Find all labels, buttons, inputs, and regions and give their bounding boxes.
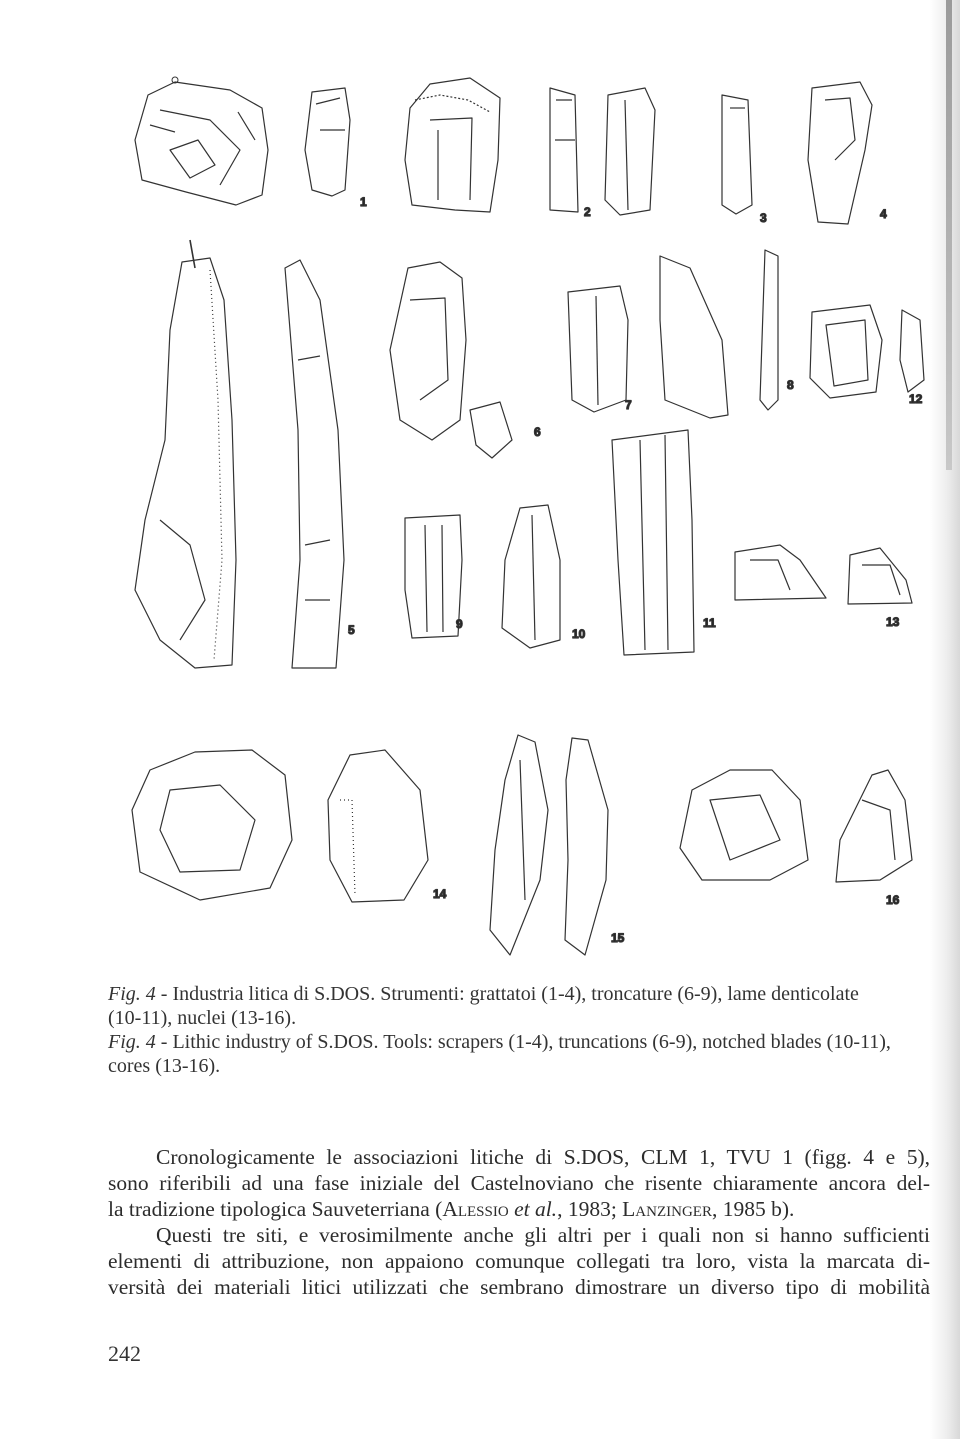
caption-label: Fig. 4 — [108, 1031, 156, 1053]
figure-label-11: 11 — [703, 616, 716, 630]
artifact-15b — [565, 738, 608, 955]
author-name: Lanzinger — [622, 1197, 712, 1221]
figure-label-15: 15 — [611, 931, 625, 945]
artifact-13a — [735, 545, 826, 600]
figure-label-4: 4 — [880, 207, 887, 221]
figure-label-6: 6 — [534, 425, 541, 439]
artifact-8b — [810, 305, 882, 398]
artifact-16b — [836, 770, 912, 882]
figure-label-2: 2 — [584, 205, 591, 219]
artifact-7b — [660, 256, 728, 418]
caption-italian — [108, 982, 930, 1030]
artifact-8 — [760, 250, 778, 410]
figure-label-10: 10 — [572, 627, 586, 641]
caption-italian-line1 — [108, 982, 930, 1006]
figure-label-16: 16 — [886, 893, 900, 907]
caption-english-line2: cores (13-16). — [108, 1055, 221, 1077]
page-number: 242 — [108, 1341, 141, 1366]
artifact-3 — [722, 95, 752, 214]
body-line: Cronologicamente le associazioni litiche di S.DOS, CLM 1, TVU 1 (figg. 4 e 5), — [156, 1145, 930, 1169]
artifact-2c — [605, 88, 655, 215]
figure-label-9: 9 — [456, 617, 463, 631]
figure-label-3: 3 — [760, 211, 767, 225]
artifact-2 — [405, 78, 500, 212]
artifact-12 — [900, 310, 924, 392]
artifact-7 — [568, 286, 628, 412]
artifact-2b — [550, 88, 578, 212]
artifact-9 — [405, 515, 462, 638]
body-line: elementi di attribuzione, non appaiono comunque collegati tra loro, vista la marcata di- — [108, 1249, 930, 1273]
body-text-span: , 1983; — [557, 1197, 623, 1221]
figure-label-1: 1 — [360, 195, 367, 209]
body-line: sono riferibili ad una fase iniziale del Castelnoviano che risente chiaramente ancora del- — [108, 1171, 930, 1195]
artifact-big-blade — [135, 240, 236, 668]
artifact-10 — [502, 505, 560, 648]
caption-text: - Industria litica di S.DOS. Strumenti: grattatoi (1-4), troncature (6-9), lame denticolate — [155, 983, 859, 1005]
artifact-1b — [305, 88, 350, 196]
artifact-14a — [132, 750, 292, 900]
caption-text: - Lithic industry of S.DOS. Tools: scrapers (1-4), truncations (6-9), notched blades (10-11), — [155, 1031, 891, 1053]
body-paragraph-1 — [108, 1144, 930, 1222]
artifact-5 — [285, 260, 344, 668]
figure-label-14: 14 — [433, 887, 447, 901]
body-paragraph-2 — [108, 1222, 930, 1300]
artifact-15a — [490, 735, 548, 955]
caption-english-line1 — [108, 1030, 930, 1054]
artifact-16a — [680, 770, 808, 880]
body-line: Questi tre siti, e verosimilmente anche gli altri per i quali non si hanno sufficienti — [156, 1223, 930, 1247]
et-al: et al. — [514, 1197, 558, 1221]
body-line-citation — [108, 1196, 930, 1222]
artifact-1 — [135, 82, 268, 205]
body-line: versità dei materiali litici utilizzati che sembrano dimostrare un diverso tipo di mobilità — [108, 1275, 930, 1299]
artifact-13b — [848, 548, 912, 604]
artifact-14b — [328, 750, 428, 902]
caption-italian-line2: (10-11), nuclei (13-16). — [108, 1007, 297, 1029]
figure-label-12: 12 — [909, 392, 923, 406]
body-text-span: , 1985 b). — [711, 1197, 795, 1221]
figure-label-5: 5 — [348, 623, 355, 637]
artifact-6a — [390, 262, 466, 440]
figure-label-13: 13 — [886, 615, 900, 629]
caption-english — [108, 1030, 930, 1078]
author-name: Alessio — [442, 1197, 509, 1221]
figure-label-8: 8 — [787, 378, 794, 392]
artifact-3b — [808, 82, 872, 224]
artifact-11 — [612, 430, 694, 655]
figure-label-7: 7 — [625, 398, 632, 412]
caption-label: Fig. 4 — [108, 983, 156, 1005]
artifact-6b — [470, 402, 512, 458]
body-text-span: la tradizione tipologica Sauveterriana ( — [108, 1197, 443, 1221]
